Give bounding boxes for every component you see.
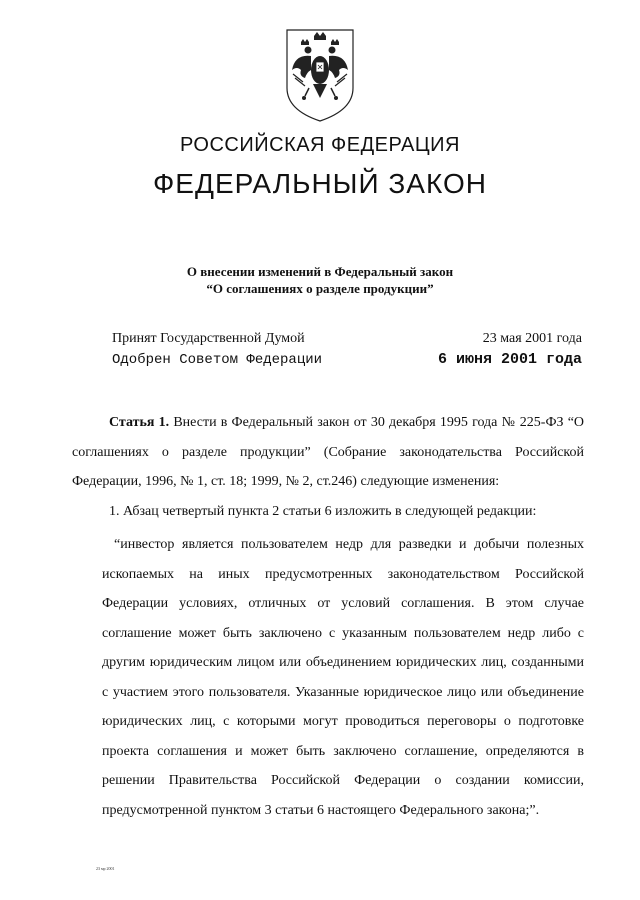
coat-of-arms-icon (283, 26, 357, 124)
council-approval-label: Одобрен Советом Федерации (112, 352, 323, 368)
country-name: РОССИЙСКАЯ ФЕДЕРАЦИЯ (180, 134, 460, 156)
amendment-quote-text: “инвестор является пользователем недр для разведки и добычи полезных ископаемых на иных предусмотренных законодательством Российской Федерации условиях, отличных от условий соглашения. В этом случае соглашение может быть заключено с указанным пользователем недр либо с другим юридическим лицом или объединением юридических лиц, созданными с участием этого пользователя. Указанные юридическое лицо или объединение юридических лиц, с которыми могут проводиться переговоры о подготовке проекта соглашения и может быть заключено соглашение, определяются в решении Правительства Российской Федерации о создании комиссии, предусмотренной пунктом 3 статьи 6 настоящего Федерального закона;”. (102, 537, 584, 818)
article-1-intro (72, 408, 584, 497)
law-body (72, 408, 584, 825)
article-1-text: Внести в Федеральный закон от 30 декабря 1995 года № 225-ФЗ “О соглашениях о разделе продукции” (Собрание законодательства Российской Федерации, 1996, № 1, ст. 18; 1999, № 2, ст.246) следующие изменения: (72, 415, 585, 489)
footer-stamp: 23 мр 2001 (96, 866, 115, 871)
law-subject (0, 263, 640, 297)
council-approval-date: 6 июня 2001 года (437, 351, 582, 368)
document-type-title: ФЕДЕРАЛЬНЫЙ ЗАКОН (153, 168, 487, 199)
item-1: 1. Абзац четвертый пункта 2 статьи 6 изложить в следующей редакции: (109, 503, 537, 519)
article-1-label: Статья 1. (109, 415, 170, 430)
amendment-quote (72, 530, 584, 825)
duma-adoption-label: Принят Государственной Думой (112, 331, 305, 346)
law-subject-line-1: О внесении изменений в Федеральный закон (186, 264, 454, 279)
duma-adoption-date: 23 мая 2001 года (482, 331, 582, 346)
law-subject-line-2: “О соглашениях о разделе продукции” (206, 281, 434, 296)
